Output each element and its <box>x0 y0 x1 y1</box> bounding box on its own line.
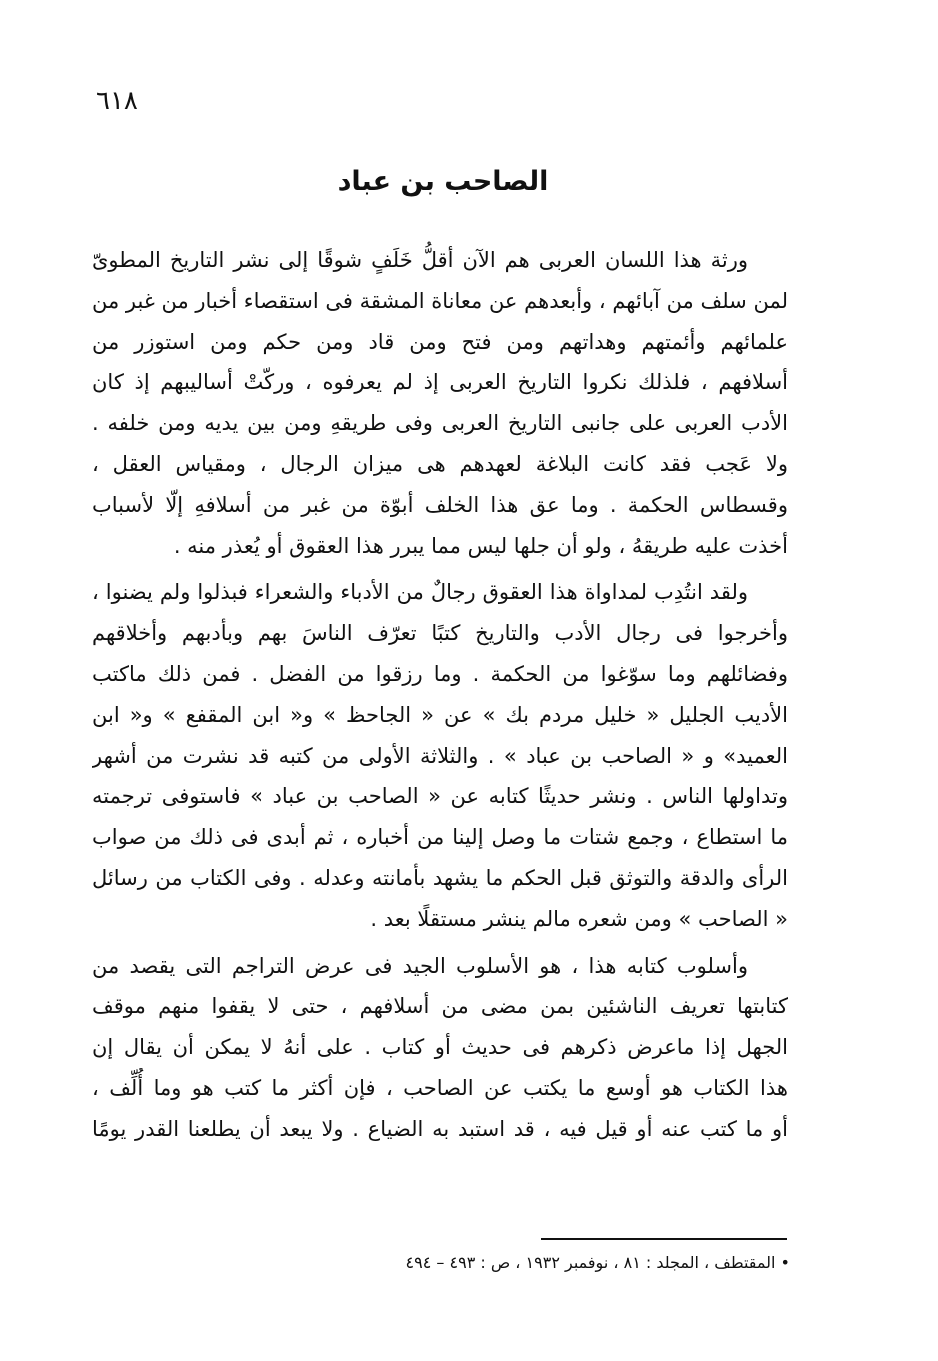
text-line: لمن سلف من آبائهم ، وأبعدهم عن معاناة المشقة فى استقصاء أخبار من غبر من <box>92 288 788 313</box>
text-line: علمائهم وأئمتهم وهداتهم ومن فتح ومن قاد ومن حكم ومن استوزر من <box>92 329 788 354</box>
text-line: الأدب العربى على جانبى التاريخ العربى وفى طريقهِ ومن بين يديه ومن خلفه . <box>92 411 788 436</box>
text-line: ما استطاع ، وجمع شتات ما وصل إلينا من أخباره ، ثم أبدى فى ذلك من صواب <box>92 825 788 850</box>
text-line: هذا الكتاب هو أوسع ما يكتب عن الصاحب ، فإن أكثر ما كتب هو وما أُلِّف ، <box>92 1075 788 1100</box>
text-line: أسلافهم ، فلذلك نكروا التاريخ العربى إذ لم يعرفوه ، وركّتْ أساليبهم إذ كان <box>92 370 788 395</box>
text-line: ولا عَجب فقد كانت البلاغة لعهدهم هى ميزان الرجال ، ومقياس العقل ، <box>92 451 788 476</box>
text-line: أخذت عليه طريقهُ ، ولو أن جلها ليس مما يبرر هذا العقوق أو يُعذر منه . <box>173 533 788 558</box>
page-number: ٦١٨ <box>96 86 138 116</box>
text-line: وتداولها الناس . ونشر حديثًا كتابه عن « الصاحب بن عباد » فاستوفى ترجمته <box>92 784 788 809</box>
article-title: الصاحب بن عباد <box>337 166 549 197</box>
footnote: • المقتطف ، المجلد : ٨١ ، نوفمبر ١٩٣٢ ، ص : ٤٩٣ – ٤٩٤ <box>405 1253 790 1272</box>
footnote-divider <box>541 1238 787 1240</box>
text-line: أو ما كتب عنه أو قيل فيه ، قد استبد به الضياع . ولا يبعد أن يطلعنا القدر يومًا <box>92 1116 788 1141</box>
text-line: ولقد انتُدِب لمداواة هذا العقوق رجالٌ من الأدباء والشعراء فبذلوا ولم يضنوا ، <box>92 580 748 605</box>
text-line: « الصاحب » ومن شعره مالم ينشر مستقلًا بعد . <box>370 906 788 931</box>
article-body <box>92 240 788 1150</box>
text-line: كتابتها تعريف الناشئين بمن مضى من أسلافهم ، حتى لا يقفوا منهم موقف <box>92 994 788 1019</box>
text-line: الجهل إذا ماعرض ذكرهم فى حديث أو كتاب . على أنهُ لا يمكن أن يقال إن <box>92 1035 788 1060</box>
text-line: وقسطاس الحكمة . وما عق هذا الخلف أبوّة من غبر من أسلافهِ إلّا لأسباب <box>92 492 788 517</box>
text-line: وفضائلهم وما سوّغوا من الحكمة . وما رزقوا من الفضل . فمن ذلك ماكتب <box>92 661 788 686</box>
text-line: وأسلوب كتابه هذا ، هو الأسلوب الجيد فى عرض التراجم التى يقصد من <box>92 953 748 978</box>
text-line: ورثة هذا اللسان العربى هم الآن أقلُّ خَلَفٍ شوقًا إلى نشر التاريخ المطوىّ <box>92 248 748 272</box>
text-line: الرأى والدقة والتوثق قبل الحكم ما يشهد بأمانته وعدله . وفى الكتاب من رسائل <box>92 865 788 890</box>
text-line: العميد» و « الصاحب بن عباد » . والثلاثة الأولى من كتبه قد نشرت من أشهر <box>92 743 788 768</box>
text-line: الأديب الجليل « خليل مردم بك » عن « الجاحظ » و« ابن المقفع » و« ابن <box>92 702 788 727</box>
text-line: وأخرجوا فى رجال الأدب والتاريخ كتبًا تعرّف الناسَ بهم وبأدبهم وأخلاقهم <box>92 621 788 646</box>
